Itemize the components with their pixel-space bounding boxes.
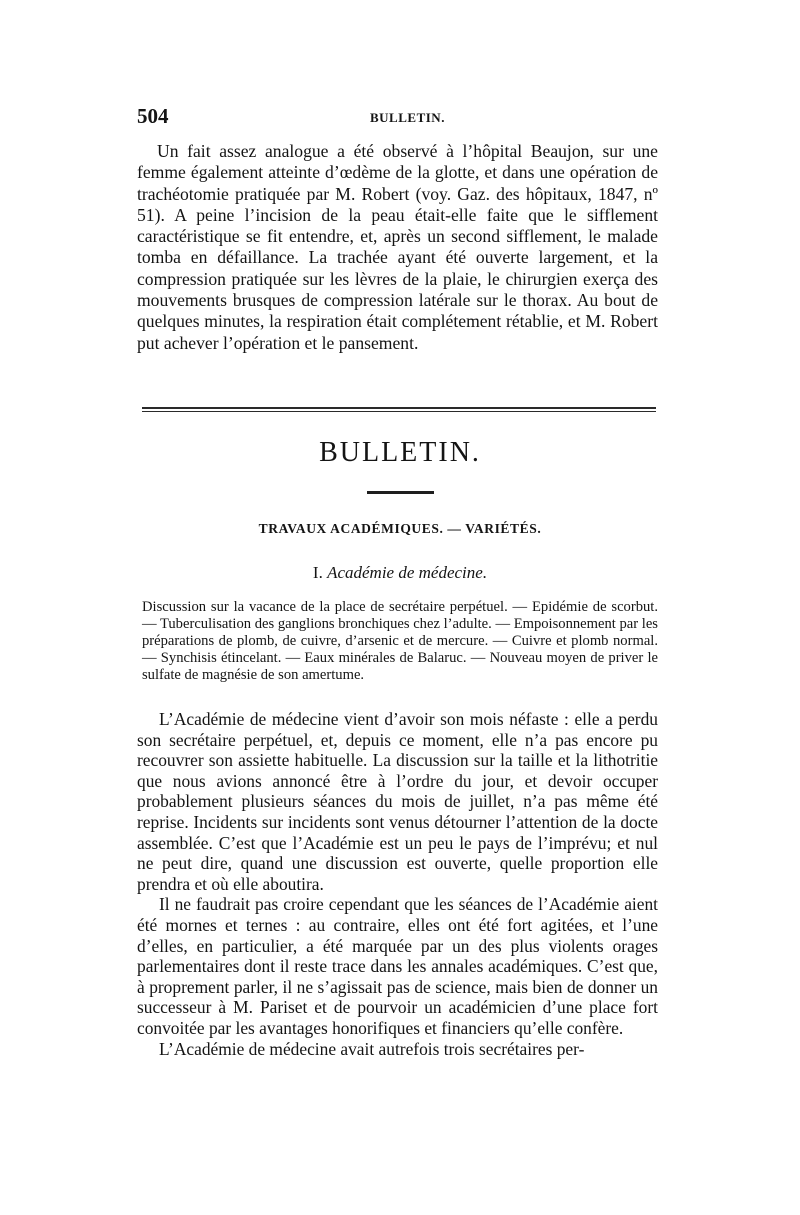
page-header bbox=[137, 104, 657, 130]
section-divider-rule bbox=[142, 407, 656, 412]
intro-text: Un fait assez analogue a été observé à l’hôpital Beaujon, sur une femme également atteinte d’œdème de la glotte, et dans une opération de trachéotomie pratiquée par M. Robert (voy. Gaz. des hôpitaux, 1847, nº 51). A peine l’incision de la peau était-elle faite que le sifflement caractéristique se fit entendre, et, après un second sifflement, le malade tomba en défaillance. La trachée ayant été ouverte largement, et la compression pratiquée sur les lèvres de la plaie, le chirurgien exerça des mouvements brusques de compression latérale sur le thorax. Au bout de quelques minutes, la respiration était complétement rétablie, et M. Robert put achever l’opération et le pansement. bbox=[137, 141, 658, 353]
body-text bbox=[137, 709, 658, 1059]
body-paragraph-1: L’Académie de médecine vient d’avoir son mois néfaste : elle a perdu son secrétaire perpétuel, et, depuis ce moment, elle n’a pas encore pu recouvrer son assiette habituelle. La discussion sur la taille et la lithotritie que nous avions annoncé être à l’ordre du jour, et devoir occuper probablement plusieurs séances du mois de juillet, n’a pas même été reprise. Incidents sur incidents sont venus détourner l’attention de la docte assemblée. C’est que l’Académie est un peu le pays de l’imprévu; et nul ne peut dire, quand une discussion est ouverte, quelle proportion elle prendra et où elle aboutira. bbox=[137, 709, 658, 894]
subsection-title: Académie de médecine. bbox=[327, 563, 488, 582]
body-paragraph-3: L’Académie de médecine avait autrefois trois secrétaires per- bbox=[159, 1038, 585, 1059]
summary-block bbox=[142, 599, 658, 684]
section-subtitle: TRAVAUX ACADÉMIQUES. — VARIÉTÉS. bbox=[258, 521, 542, 536]
intro-paragraph bbox=[137, 141, 658, 354]
title-underline-rule bbox=[367, 491, 434, 494]
summary-text: Discussion sur la vacance de la place de secrétaire perpétuel. — Epidémie de scorbut. — Tuberculisation des ganglions bronchiques chez l’adulte. — Empoisonnement par les préparations de plomb, de cuivre, d’arsenic et de mercure. — Cuivre et plomb normal. — Synchisis étincelant. — Eaux minérales de Balaruc. — Nouveau moyen de priver le sulfate de magnésie de son amertume. bbox=[142, 599, 658, 684]
subsection-number: I. bbox=[312, 563, 323, 582]
body-paragraph-2: Il ne faudrait pas croire cependant que les séances de l’Académie aient été mornes et ternes : au contraire, elles ont été fort agitées, et l’une d’elles, en particulier, a été marquée par un des plus violents orages parlementaires dont il reste trace dans les annales académiques. C’est que, à proprement parler, il ne s’agissait pas de science, mais bien de donner un successeur à M. Pariset et de pourvoir un académicien d’une place fort convoitée par les avantages honorifiques et financiers qu’elle confère. bbox=[137, 894, 658, 1038]
running-head: BULLETIN. bbox=[370, 110, 445, 125]
subsection-heading bbox=[0, 563, 800, 583]
page-number: 504 bbox=[137, 104, 169, 128]
section-title: BULLETIN. bbox=[319, 437, 481, 468]
